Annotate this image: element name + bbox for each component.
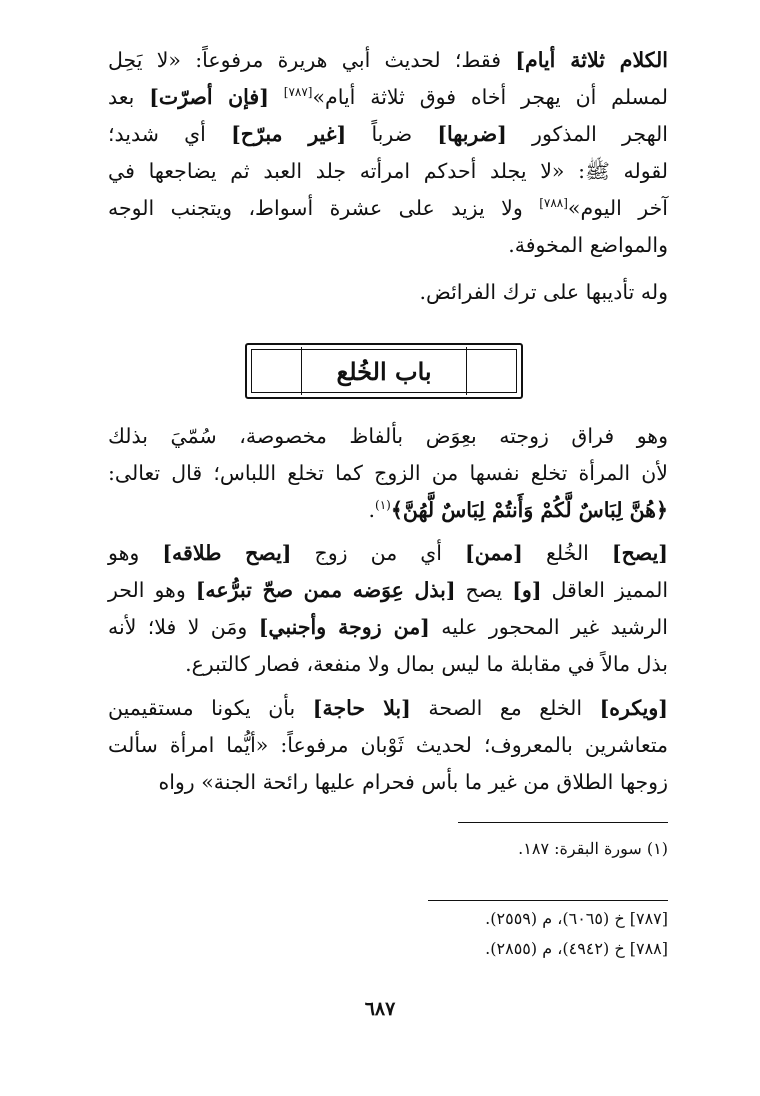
footnote-reference: [٧٨٧] — [283, 85, 313, 100]
footnote-hadith-item: [٧٨٧] خ (٦٠٦٥)، م (٢٥٥٩). — [485, 909, 668, 928]
paragraph-khul-validity — [108, 535, 668, 683]
text-line — [108, 492, 668, 529]
paragraph-khul-definition — [108, 418, 668, 529]
bold-matn-text: [بلا حاجة] — [312, 696, 411, 720]
footnotes-hadith — [300, 904, 668, 964]
body-text: وهو فراق زوجته بعِوَض بألفاظ مخصوصة، سُمّيَ بذلك — [108, 424, 668, 448]
body-text: ضرباً — [346, 122, 438, 146]
text-line — [108, 418, 668, 455]
bold-matn-text: [من زوجة وأجنبي] — [258, 615, 430, 639]
footnote-reference: (١) — [375, 498, 391, 513]
page-number: ٦٨٧ — [364, 998, 396, 1020]
text-line — [108, 274, 668, 311]
text-line — [108, 764, 668, 801]
body-text: أي شديد؛ — [108, 122, 232, 146]
bold-matn-text: [غير مبرّح] — [231, 122, 347, 146]
text-line — [108, 646, 668, 683]
text-line — [108, 535, 668, 572]
body-text: زوجها الطلاق من غير ما بأس فحرام عليها رائحة الجنة» رواه — [158, 770, 668, 794]
bold-matn-text: [و] — [512, 578, 542, 602]
body-text: الخُلع — [522, 541, 612, 565]
bold-matn-text: ﴿هُنَّ لِبَاسٌ لَّكُمْ وَأَنتُمْ لِبَاسٌ لَّهُنَّ﴾ — [390, 498, 668, 522]
footnote-quran: (١) سورة البقرة: ١٨٧. — [518, 839, 668, 858]
paragraph-khul-disliked — [108, 690, 668, 801]
paragraph-obligations — [108, 274, 668, 311]
bold-matn-text: [ويكره] — [599, 696, 668, 720]
bold-matn-text: [يصح] — [611, 541, 668, 565]
body-text: والمواضع المخوفة. — [508, 233, 668, 257]
body-text: بعد — [108, 85, 150, 109]
bold-matn-text: [يصح طلاقه] — [162, 541, 292, 565]
text-line — [108, 190, 668, 227]
bold-matn-text: [بذل عِوَضه ممن صحّ تبرُّعه] — [195, 578, 456, 602]
body-text: وهو — [108, 541, 163, 565]
text-line — [108, 455, 668, 492]
body-text: بذل مالاً في مقابلة ما ليس بمال ولا منفعة، فصار كالتبرع. — [185, 652, 668, 676]
body-text: لأن المرأة تخلع نفسها من الزوج كما تخلع اللباس؛ قال تعالى: — [108, 461, 668, 485]
text-line — [108, 153, 668, 190]
body-text: لمسلم أن يهجر أخاه فوق ثلاثة أيام» — [312, 85, 669, 109]
body-text: المميز العاقل — [541, 578, 669, 602]
footnote-hadith-item: [٧٨٨] خ (٤٩٤٢)، م (٢٨٥٥). — [485, 939, 668, 958]
text-line — [108, 572, 668, 609]
footnote-separator-1 — [458, 822, 668, 823]
text-line — [108, 79, 668, 116]
body-text: ولا يزيد على عشرة أسواط، ويتجنب الوجه — [108, 196, 540, 220]
bold-matn-text: [ضربها] — [437, 122, 507, 146]
body-text: آخر اليوم» — [567, 196, 668, 220]
text-line — [108, 227, 668, 264]
body-text: الخلع مع الصحة — [410, 696, 600, 720]
body-text: متعاشرين بالمعروف؛ لحديث ثَوْبان مرفوعاً: «أيُّما امرأة سألت — [108, 733, 668, 757]
text-line — [108, 42, 668, 79]
body-text: يصح — [455, 578, 513, 602]
chapter-heading-box — [245, 343, 523, 399]
body-text: بأن يكونا مستقيمين — [108, 696, 313, 720]
text-line — [108, 609, 668, 646]
footnote-separator-2 — [428, 900, 668, 901]
text-line — [108, 690, 668, 727]
body-text — [269, 85, 284, 109]
body-text: لقوله ﷺ: «لا يجلد أحدكم امرأته جلد العبد ثم يضاجعها في — [108, 159, 668, 183]
bold-matn-text: [فإن أصرّت] — [149, 85, 269, 109]
bold-matn-text: الكلام ثلاثة أيام] — [515, 48, 668, 72]
body-text: . — [368, 498, 375, 522]
paragraph-discipline — [108, 42, 668, 264]
body-text: وهو الحر — [108, 578, 196, 602]
text-line — [108, 116, 668, 153]
text-line — [108, 727, 668, 764]
body-text: الهجر المذكور — [506, 122, 668, 146]
bold-matn-text: [ممن] — [465, 541, 523, 565]
body-text: ومَن لا فلا؛ لأنه — [108, 615, 259, 639]
body-text: فقط؛ لحديث أبي هريرة مرفوعاً: «لا يَحِل — [108, 48, 516, 72]
body-text: الرشيد غير المحجور عليه — [429, 615, 668, 639]
chapter-heading: باب الخُلع — [336, 356, 432, 386]
footnote-reference: [٧٨٨] — [539, 196, 568, 211]
body-text: وله تأديبها على ترك الفرائض. — [419, 280, 668, 304]
body-text: أي من زوج — [291, 541, 466, 565]
